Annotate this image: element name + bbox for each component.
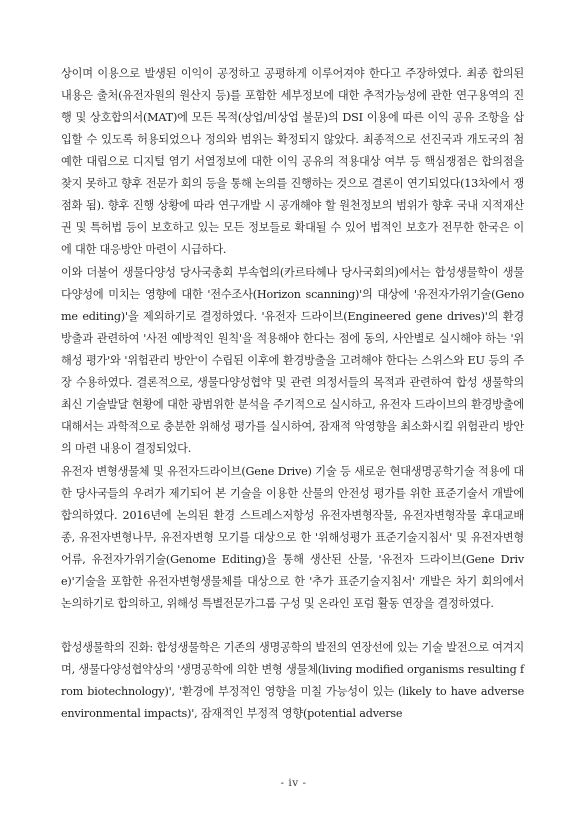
paragraph-synthetic-biology-evolution: 합성생물학의 진화: 합성생물학은 기존의 생명공학의 발전의 연장선에 있는 기술 발전으로 여겨지며, 생물다양성협약상의 '생명공학에 의한 변형 생물체(living modified organisms resulting from biotechnology)', '환경에 부정적인 영향을 미칠 가능성이 있는 (likely to have adverse environmental impacts)', 잠재적인 부정적 영향(potential adverse (61, 641, 524, 720)
paragraph-gene-drive-guidance: 유전자 변형생물체 및 유전자드라이브(Gene Drive) 기술 등 새로운 현대생명공학기술 적용에 대한 당사국들의 우려가 제기되어 본 기술을 이용한 산물의 안전성 평가를 위한 표준기술서 개발에 합의하였다. 2016년에 논의된 환경 스트레스저항성 유전자변형작물, 유전자변형작물 후대교배종, 유전자변형나무, 유전자변형 모기를 대상으로 한 '위해성평가 표준기술지침서' 및 유전자변형 어류, 유전자가위기술(Genome Editing)을 통해 생산된 산물, '유전자 드라이브(Gene Drive)'기술을 포함한 유전자변형생물체를 대상으로 한 '추가 표준기술지침서' 개발은 차기 회의에서 논의하기로 합의하고, 위해성 특별전문가그룹 구성 및 온라인 포럼 활동 연장을 결정하였다. (61, 465, 524, 610)
paragraph-cartagena-synthetic-biology: 이와 더불어 생물다양성 당사국총회 부속협의(카르타헤나 당사국회의)에서는 합성생물학이 생물다양성에 미치는 영향에 대한 '전수조사(Horizon scanning)'의 대상에 '유전자가위기술(Genome editing)'을 제외하기로 결정하였다. '유전자 드라이브(Engineered gene drives)'의 환경방출과 관련하여 '사전 예방적인 원칙'을 적용해야 한다는 점에 동의, 사안별로 실시해야 하는 '위해성 평가'와 '위험관리 방안'이 수립된 이후에 환경방출을 고려해야 한다는 스위스와 EU 등의 주장 수용하였다. 결론적으로, 생물다양성협약 및 관련 의정서들의 목적과 관련하여 합성 생물학의 최신 기술발달 현황에 대한 광범위한 분석을 주기적으로 실시하고, 유전자 드라이브의 환경방출에 대해서는 과학적으로 충분한 위해성 평가를 실시하여, 잠재적 악영향을 최소화시킬 위험관리 방안의 마련 내용이 결정되었다. (61, 266, 524, 455)
body-text (61, 63, 524, 725)
paragraph-dsi-benefit-sharing: 상이며 이용으로 발생된 이익이 공정하고 공평하게 이루어져야 한다고 주장하였다. 최종 합의된 내용은 출처(유전자원의 원산지 등)를 포함한 세부정보에 대한 추적가능성에 관한 연구용역의 진행 및 상호합의서(MAT)에 모든 목적(상업/비상업 불문)의 DSI 이용에 따른 이익 공유 조항을 삽입할 수 있도록 허용되었으나 정의와 범위는 확정되지 않았다. 최종적으로 선진국과 개도국의 첨예한 대립으로 디지털 염기 서열정보에 대한 이익 공유의 적용대상 여부 등 핵심쟁점은 합의점을 찾지 못하고 향후 전문가 회의 등을 통해 논의를 진행하는 것으로 결론이 연기되었다(13차에서 쟁점화 됨). 향후 진행 상황에 따라 연구개발 시 공개해야 할 원천정보의 범위가 향후 국내 지적재산권 및 특허법 등이 보호하고 있는 모든 정보들로 확대될 수 있어 법적인 보호가 전무한 한국은 이에 대한 대응방안 마련이 시급하다. (61, 67, 524, 256)
page-number: - iv - (280, 777, 307, 789)
